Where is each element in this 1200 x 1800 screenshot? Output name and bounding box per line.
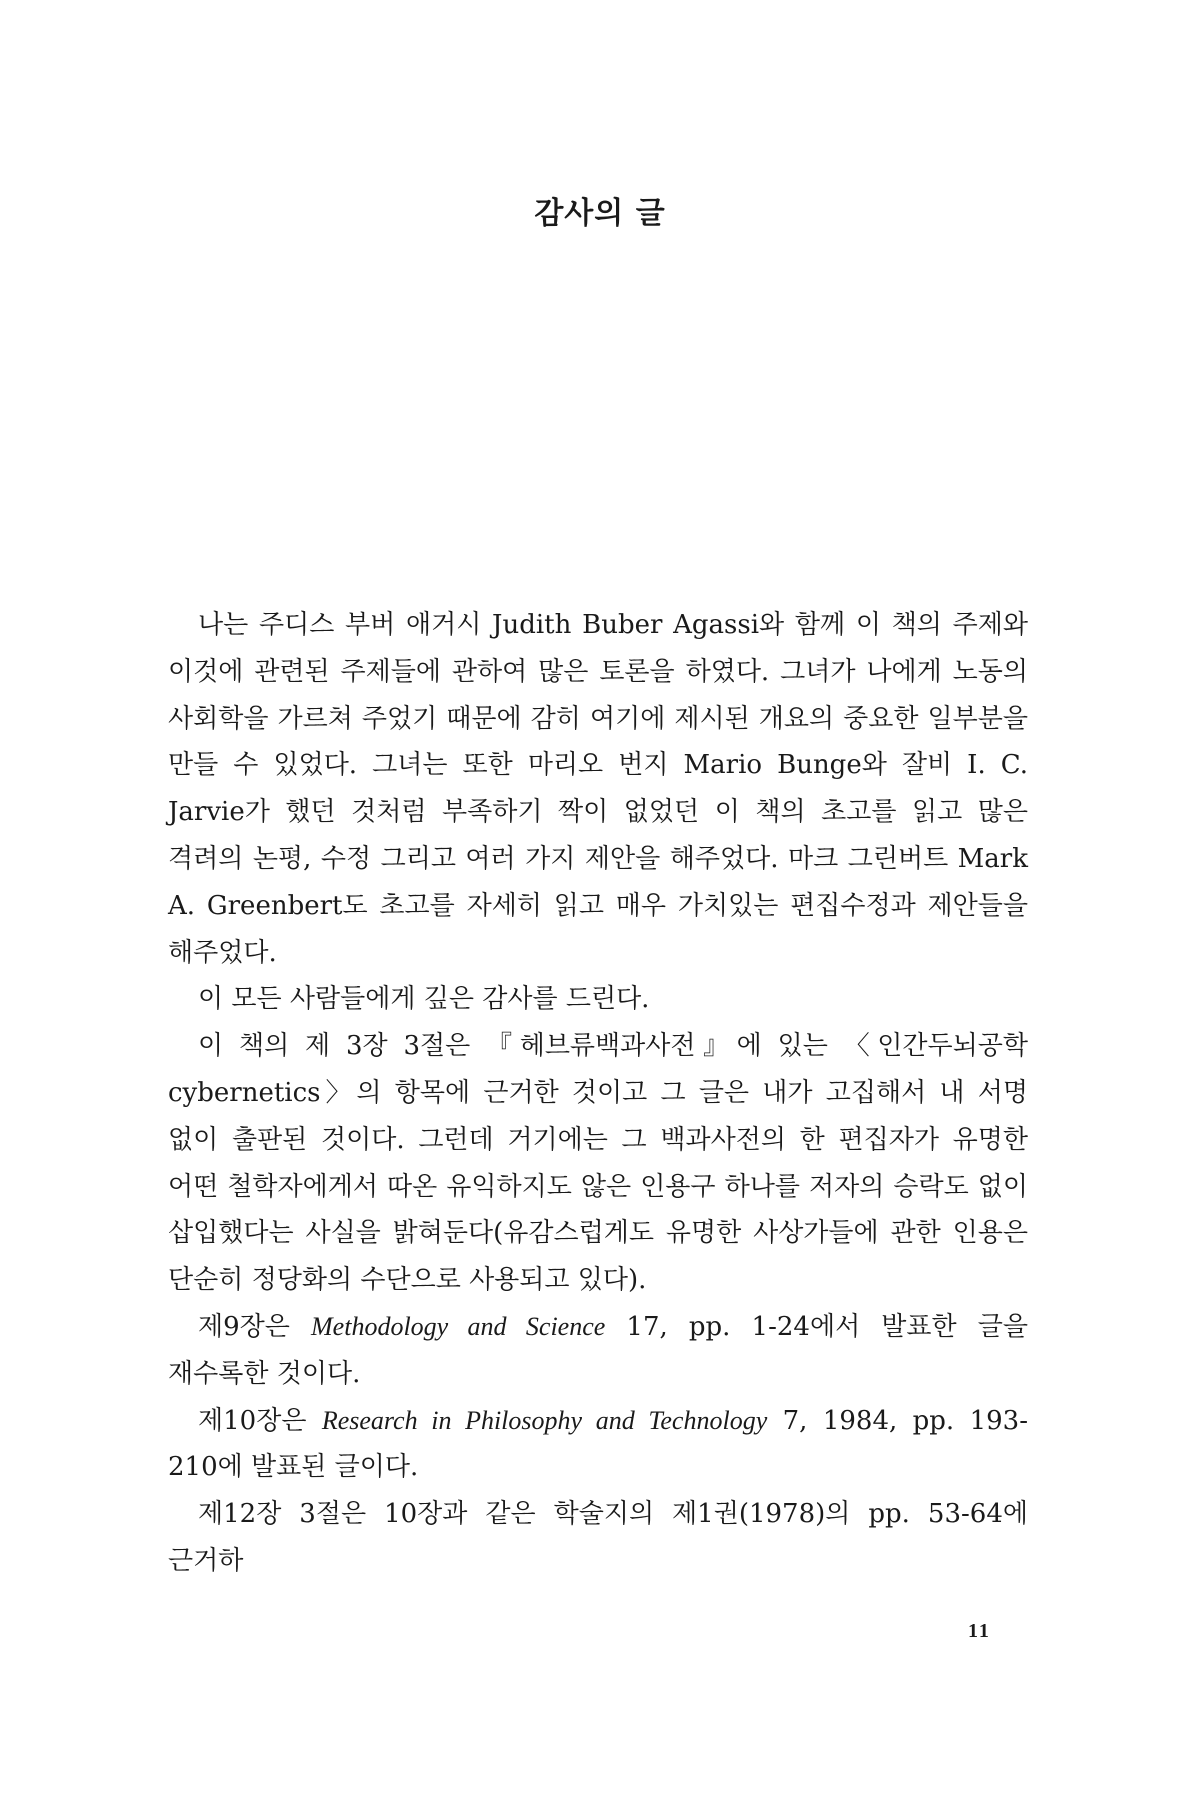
para4-text-after: 17, pp. 1-24에서 발표한 글을 재수록한 것이다. [168,1311,1029,1389]
paragraph-acknowledgment-2: 이 모든 사람들에게 깊은 감사를 드린다. [198,984,650,1015]
para5-journal-title: Research in Philosophy and Technology [321,1405,768,1435]
paragraph-acknowledgment-5 [168,1398,1028,1492]
para5-text-before: 제10장은 [198,1405,322,1436]
para5-text-after: 7, 1984, pp. 193-210에 발표된 글이다. [168,1405,1028,1483]
para4-text-before: 제9장은 [198,1311,312,1342]
para4-journal-title: Methodology and Science [311,1311,606,1341]
page-number: 11 [968,1620,991,1642]
paragraph-acknowledgment-6: 제12장 3절은 10장과 같은 학술지의 제1권(1978)의 pp. 53-64에 근거하 [168,1499,1028,1576]
page-title: 감사의 글 [534,196,666,231]
paragraph-acknowledgment-3: 이 책의 제 3장 3절은 『헤브류백과사전』에 있는 〈인간두뇌공학 cybernetics〉의 항목에 근거한 것이고 그 글은 내가 고집해서 내 서명 없이 출판된 것이다. 그런데 거기에는 그 백과사전의 한 편집자가 유명한 어떤 철학자에게서 따온 유익하지도 않은 인용구 하나를 저자의 승락도 없이 삽입했다는 사실을 밝혀둔다(유감스럽게도 유명한 사상가들에 관한 인용은 단순히 정당화의 수단으로 사용되고 있다). [168,1031,1028,1296]
paragraph-acknowledgment-4 [168,1304,1028,1398]
paragraph-acknowledgment-1: 나는 주디스 부버 애거시 Judith Buber Agassi와 함께 이 책의 주제와 이것에 관련된 주제들에 관하여 많은 토론을 하였다. 그녀가 나에게 노동의 사회학을 가르쳐 주었기 때문에 감히 여기에 제시된 개요의 중요한 일부분을 만들 수 있었다. 그녀는 또한 마리오 번지 Mario Bunge와 잘비 I. C. Jarvie가 했던 것처럼 부족하기 짝이 없었던 이 책의 초고를 읽고 많은 격려의 논평, 수정 그리고 여러 가지 제안을 해주었다. 마크 그린버트 Mark A. Greenbert도 초고를 자세히 읽고 매우 가치있는 편집수정과 제안들을 해주었다. [168,610,1028,968]
body-text [168,602,1028,1585]
